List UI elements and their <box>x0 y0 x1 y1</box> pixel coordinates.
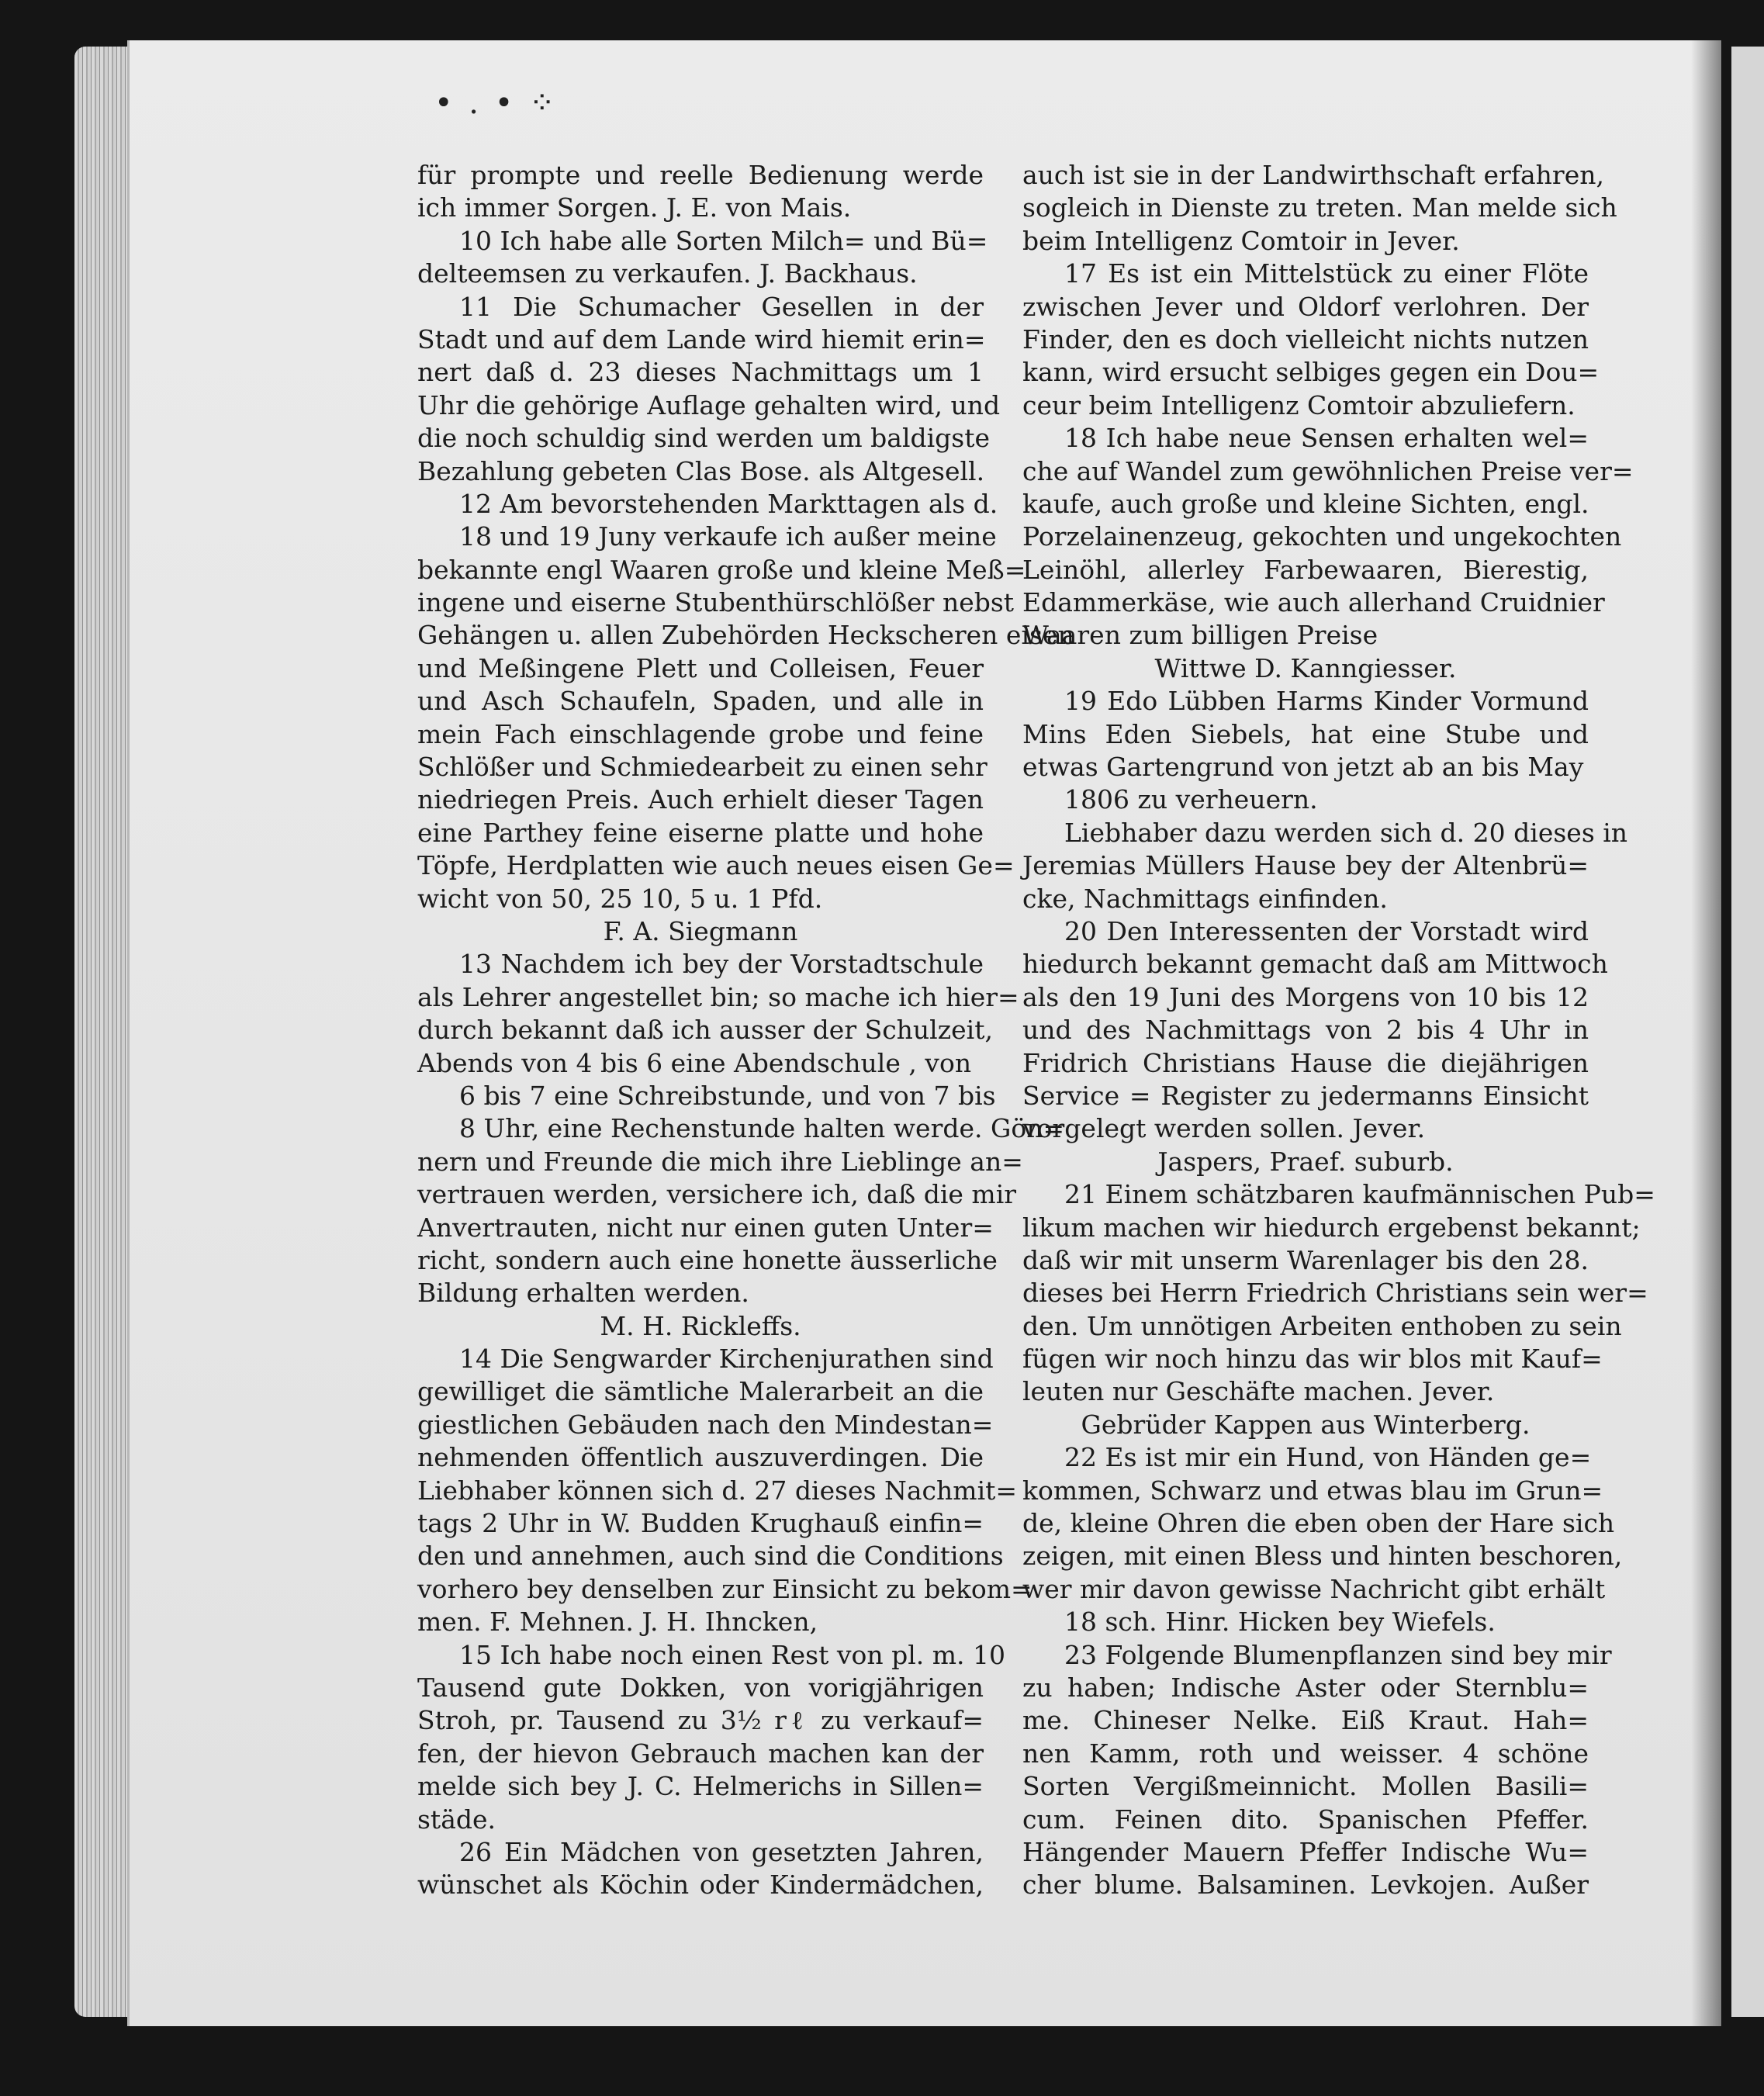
text-line: durch bekannt daß ich ausser der Schulzeit, <box>417 1015 993 1046</box>
text-line: hiedurch bekannt gemacht daß am Mittwoch <box>1022 949 1608 980</box>
text-line: vorhero bey denselben zur Einsicht zu bekom= <box>417 1573 1032 1604</box>
text-line: 10 Ich habe alle Sorten Milch= und Bü= <box>459 225 988 256</box>
text-line: Porzelainenzeug, gekochten und ungekochten <box>1022 521 1622 552</box>
text-line: bekannte engl Waaren große und kleine Meß= <box>417 554 1026 585</box>
text-line: wicht von 50, 25 10, 5 u. 1 Pfd. <box>417 883 823 914</box>
text-line: Jeremias Müllers Hause bey der Altenbrü= <box>1022 850 1589 881</box>
text-line: daß wir mit unserm Warenlager bis den 28. <box>1022 1244 1589 1275</box>
text-line: kaufe, auch große und kleine Sichten, engl. <box>1022 488 1589 519</box>
text-line: beim Intelligenz Comtoir in Jever. <box>1022 225 1460 256</box>
text-line: und des Nachmittags von 2 bis 4 Uhr in <box>1022 1015 1589 1046</box>
text-line: Liebhaber dazu werden sich d. 20 dieses in <box>1064 817 1628 848</box>
text-line: nert daß d. 23 dieses Nachmittags um 1 <box>417 357 984 388</box>
text-line: als den 19 Juni des Morgens von 10 bis 12 <box>1022 981 1589 1012</box>
text-line: 22 Es ist mir ein Hund, von Händen ge= <box>1064 1442 1592 1473</box>
text-line: 19 Edo Lübben Harms Kinder Vormund <box>1064 686 1589 717</box>
text-line: Uhr die gehörige Auflage gehalten wird, und <box>417 389 1001 420</box>
text-line: wünschet als Köchin oder Kindermädchen, <box>417 1869 984 1901</box>
text-line: cke, Nachmittags einfinden. <box>1022 883 1388 914</box>
text-line: Tausend gute Dokken, von vorigjährigen <box>417 1672 984 1703</box>
text-line: die noch schuldig sind werden um baldigste <box>417 423 991 454</box>
text-line: melde sich bey J. C. Helmerichs in Sillen= <box>417 1771 984 1802</box>
text-line: Anvertrauten, nicht nur einen guten Unter= <box>417 1212 994 1243</box>
text-line: 26 Ein Mädchen von gesetzten Jahren, <box>459 1836 984 1867</box>
text-line: vertrauen werden, versichere ich, daß die mir <box>417 1179 1017 1210</box>
text-line: men. F. Mehnen. J. H. Ihncken, <box>417 1607 818 1638</box>
text-line: Fridrich Christians Hause die diejährigen <box>1022 1047 1589 1078</box>
text-line: und Asch Schaufeln, Spaden, und alle in <box>417 686 984 717</box>
text-line: für prompte und reelle Bedienung werde <box>417 160 984 190</box>
text-line: delteemsen zu verkaufen. J. Backhaus. <box>417 258 918 289</box>
text-line: Gehängen u. allen Zubehörden Heckscheren eisen <box>417 620 1074 651</box>
text-line: 20 Den Interessenten der Vorstadt wird <box>1064 915 1589 946</box>
text-line: ingene und eiserne Stubenthürschlößer nebst <box>417 587 1015 618</box>
text-line: cher blume. Balsaminen. Levkojen. Außer <box>1022 1869 1589 1901</box>
text-line: nen Kamm, roth und weisser. 4 schöne <box>1022 1738 1589 1769</box>
text-line: me. Chineser Nelke. Eiß Kraut. Hah= <box>1022 1705 1589 1736</box>
text-line: nehmenden öffentlich auszuverdingen. Die <box>417 1442 984 1473</box>
text-line: leuten nur Geschäfte machen. Jever. <box>1022 1376 1495 1407</box>
text-line: 8 Uhr, eine Rechenstunde halten werde. Gön= <box>459 1113 1065 1144</box>
text-line: F. A. Siegmann <box>603 915 798 946</box>
text-line: ceur beim Intelligenz Comtoir abzuliefern. <box>1022 389 1575 420</box>
text-line: 18 sch. Hinr. Hicken bey Wiefels. <box>1064 1607 1496 1638</box>
text-line: 23 Folgende Blumenpflanzen sind bey mir <box>1064 1639 1612 1670</box>
text-line: 17 Es ist ein Mittelstück zu einer Flöte <box>1064 258 1589 289</box>
text-line: Leinöhl, allerley Farbewaaren, Bierestig, <box>1022 554 1589 585</box>
text-line: 18 und 19 Juny verkaufe ich außer meine <box>459 521 997 552</box>
text-line: 6 bis 7 eine Schreibstunde, und von 7 bis <box>459 1080 996 1111</box>
text-line: 1806 zu verheuern. <box>1064 784 1318 815</box>
text-line: und Meßingene Plett und Colleisen, Feuer <box>417 652 984 683</box>
text-line: Liebhaber können sich d. 27 dieses Nachmit= <box>417 1475 1018 1506</box>
text-line: vorgelegt werden sollen. Jever. <box>1022 1113 1426 1144</box>
text-line: Mins Eden Siebels, hat eine Stube und <box>1022 718 1589 749</box>
text-line: kann, wird ersucht selbiges gegen ein Dou= <box>1022 357 1600 388</box>
text-line: auch ist sie in der Landwirthschaft erfahren, <box>1022 160 1604 190</box>
text-line: 14 Die Sengwarder Kirchenjurathen sind <box>459 1344 994 1375</box>
text-line: cum. Feinen dito. Spanischen Pfeffer. <box>1022 1804 1589 1835</box>
text-line: Schlößer und Schmiedearbeit zu einen sehr <box>417 752 987 783</box>
text-line: fügen wir noch hinzu das wir blos mit Kauf= <box>1022 1344 1603 1375</box>
right-text-column <box>1022 159 1655 1902</box>
text-line: 21 Einem schätzbaren kaufmännischen Pub= <box>1064 1179 1655 1210</box>
text-line: fen, der hievon Gebrauch machen kan der <box>417 1738 984 1769</box>
text-line: Bildung erhalten werden. <box>417 1278 749 1309</box>
text-line: wer mir davon gewisse Nachricht gibt erhält <box>1022 1573 1606 1604</box>
text-line: Stadt und auf dem Lande wird hiemit erin= <box>417 323 986 355</box>
text-line: Bezahlung gebeten Clas Bose. als Altgesell. <box>417 455 985 486</box>
text-line: mein Fach einschlagende grobe und feine <box>417 718 984 749</box>
text-line: Finder, den es doch vielleicht nichts nutzen <box>1022 323 1589 355</box>
text-line: Service = Register zu jedermanns Einsicht <box>1022 1080 1589 1111</box>
text-line: ich immer Sorgen. J. E. von Mais. <box>417 192 852 223</box>
text-line: 11 Die Schumacher Gesellen in der <box>459 291 984 322</box>
facing-page-edge <box>1731 47 1764 2017</box>
text-line: Edammerkäse, wie auch allerhand Cruidnier <box>1022 587 1605 618</box>
text-line: niedriegen Preis. Auch erhielt dieser Tagen <box>417 784 984 815</box>
text-line: Sorten Vergißmeinnicht. Mollen Basili= <box>1022 1771 1589 1802</box>
text-line: 13 Nachdem ich bey der Vorstadtschule <box>459 949 984 980</box>
text-line: zeigen, mit einen Bless und hinten beschoren, <box>1022 1541 1623 1572</box>
text-line: Jaspers, Praef. suburb. <box>1157 1146 1454 1177</box>
text-line: eine Parthey feine eiserne platte und hohe <box>417 817 984 848</box>
text-line: Waaren zum billigen Preise <box>1022 620 1378 651</box>
text-line: dieses bei Herrn Friedrich Christians sein wer= <box>1022 1278 1648 1309</box>
text-line: Stroh, pr. Tausend zu 3½ rℓ zu verkauf= <box>417 1705 984 1736</box>
text-line: Wittwe D. Kanngiesser. <box>1154 652 1457 683</box>
text-line: likum machen wir hiedurch ergebenst bekannt; <box>1022 1212 1641 1243</box>
text-line: sogleich in Dienste zu treten. Man melde sich <box>1022 192 1617 223</box>
text-line: zu haben; Indische Aster oder Sternblu= <box>1022 1672 1589 1703</box>
text-line: gewilliget die sämtliche Malerarbeit an die <box>417 1376 984 1407</box>
text-line: städe. <box>417 1804 496 1835</box>
text-line: M. H. Rickleffs. <box>600 1310 801 1341</box>
text-line: Abends von 4 bis 6 eine Abendschule , von <box>417 1047 972 1078</box>
text-line: nern und Freunde die mich ihre Lieblinge an= <box>417 1146 1023 1177</box>
text-line: zwischen Jever und Oldorf verlohren. Der <box>1022 291 1589 322</box>
text-line: 18 Ich habe neue Sensen erhalten wel= <box>1064 423 1589 454</box>
text-line: Hängender Mauern Pfeffer Indische Wu= <box>1022 1836 1589 1867</box>
header-ornament: • . • ⁘ <box>434 85 559 121</box>
text-line: kommen, Schwarz und etwas blau im Grun= <box>1022 1475 1603 1506</box>
text-line: den und annehmen, auch sind die Conditions <box>417 1541 1004 1572</box>
text-line: che auf Wandel zum gewöhnlichen Preise ver= <box>1022 455 1634 486</box>
text-line: 15 Ich habe noch einen Rest von pl. m. 10 <box>459 1639 1006 1670</box>
text-line: etwas Gartengrund von jetzt ab an bis May <box>1022 752 1584 783</box>
text-line: tags 2 Uhr in W. Budden Krughauß einfin= <box>417 1508 984 1539</box>
gutter-shadow <box>1691 40 1722 2026</box>
text-line: richt, sondern auch eine honette äusserliche <box>417 1244 998 1275</box>
text-line: Gebrüder Kappen aus Winterberg. <box>1081 1409 1531 1440</box>
text-line: den. Um unnötigen Arbeiten enthoben zu sein <box>1022 1310 1622 1341</box>
text-line: giestlichen Gebäuden nach den Mindestan= <box>417 1409 994 1440</box>
text-line: Töpfe, Herdplatten wie auch neues eisen Ge= <box>417 850 1015 881</box>
text-line: als Lehrer angestellet bin; so mache ich hier= <box>417 981 1019 1012</box>
left-text-column <box>417 159 1074 1902</box>
text-line: 12 Am bevorstehenden Markttagen als d. <box>459 488 998 519</box>
text-line: de, kleine Ohren die eben oben der Hare sich <box>1022 1508 1615 1539</box>
